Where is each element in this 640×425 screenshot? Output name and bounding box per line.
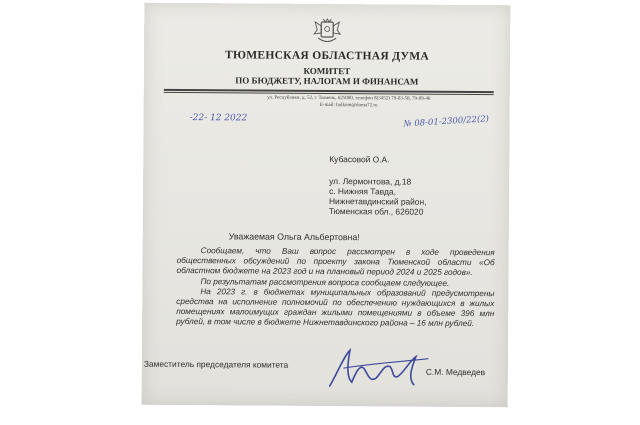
- recipient-district: Нижнетавдинский район,: [328, 196, 427, 207]
- letter-body: [176, 246, 495, 330]
- recipient-village: с. Нижняя Тавда,: [329, 186, 396, 197]
- salutation: Уважаемая Ольга Альбертовна!: [228, 231, 360, 243]
- coat-of-arms-icon: [312, 18, 342, 46]
- contacts-email: E-mail: bulkom@duma72.ru: [319, 102, 378, 109]
- recipient-street: ул. Лермонтова, д.18: [329, 176, 412, 187]
- committee-name: ПО БЮДЖЕТУ, НАЛОГАМ И ФИНАНСАМ: [235, 75, 419, 87]
- recipient-region: Тюменская обл., 626020: [328, 206, 424, 217]
- paragraph-1: Сообщаем, что Ваш вопрос рассмотрен в ходе проведения общественных обсуждений по проекту закона Тюменской области «Об областном бюджете на 2023 год и на плановый период 2024 и 2025 годов».: [176, 246, 495, 278]
- contacts-address: ул. Республики, д. 52, г. Тюмень, 625000, телефон 8(3452) 79-03-50, 79-09-46: [267, 95, 431, 102]
- registration-number: № 08-01-2300/22(2): [403, 114, 490, 130]
- paragraph-2: По результатам рассмотрения вопроса сообщаем следующее.: [200, 276, 450, 288]
- signer-name: С.М. Медведев: [425, 366, 486, 378]
- recipient-name: Кубасовой О.А.: [329, 154, 390, 165]
- signature-icon: [324, 342, 434, 395]
- committee-label: КОМИТЕТ: [303, 65, 351, 77]
- letter-sheet: [142, 3, 511, 408]
- paragraph-3: На 2023 г. в бюджетах муниципальных образований предусмотрены средства на исполнение полномочий по обеспечению нуждающихся в жилых помещениях малоимущих граждан жилыми помещениями в объеме 396 млн рублей, в том числе в бюджете Нижнетавдинского района – 16 млн рублей.: [176, 286, 495, 329]
- signer-position: Заместитель председателя комитета: [143, 358, 289, 370]
- handwritten-date: -22- 12 2022: [189, 113, 248, 124]
- org-name: ТЮМЕНСКАЯ ОБЛАСТНАЯ ДУМА: [224, 49, 430, 63]
